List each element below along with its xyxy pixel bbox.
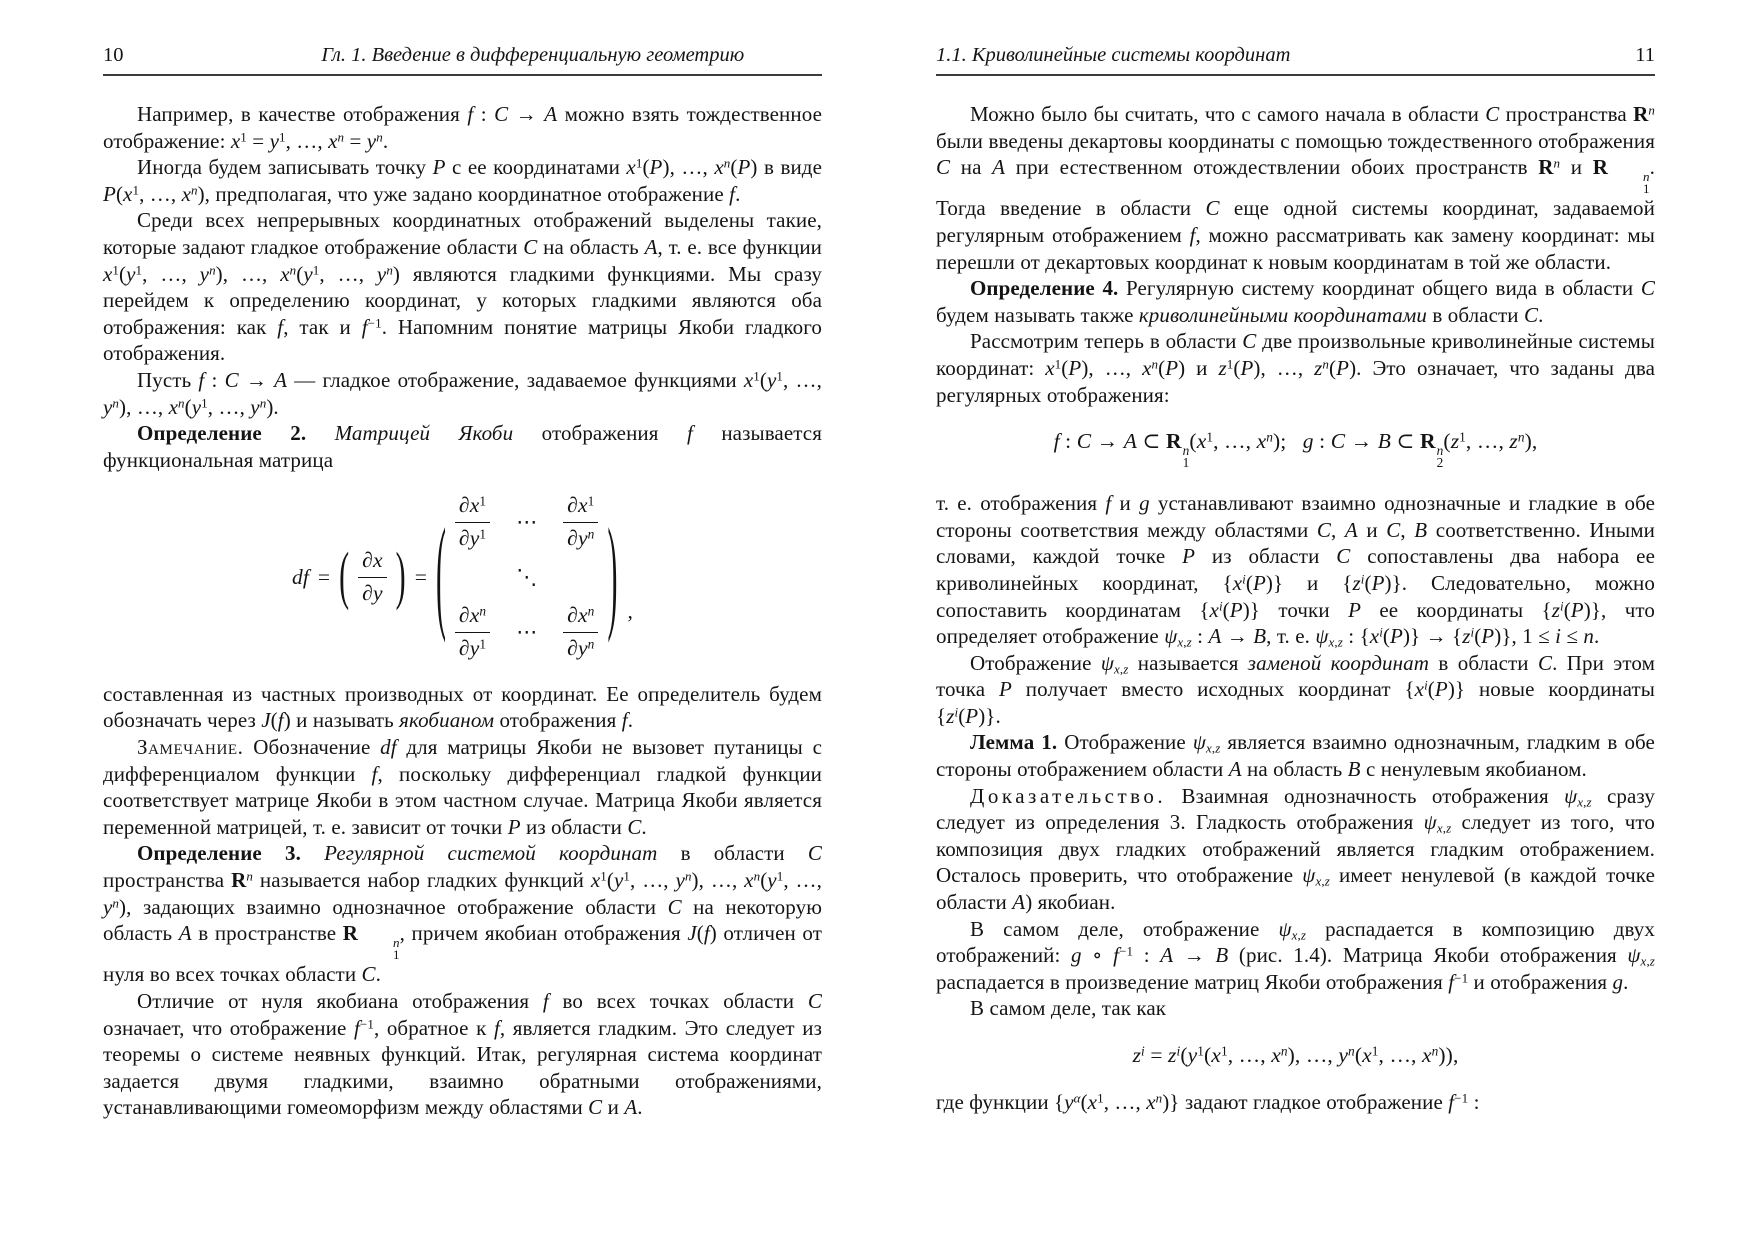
paragraph-group — [103, 681, 822, 1121]
paragraph: Замечание. Обозначение df для матрицы Якоби не вызовет путаницы с дифференциалом функции f, поскольку дифференциал гладкой функции соответствует матрице Якоби в этом частном случае. Матрица Якоби является переменной матрицей, т. е. зависит от точки P из области C. — [103, 734, 822, 839]
paragraph-group — [936, 490, 1655, 1022]
matrix-open-paren: ( — [435, 504, 447, 646]
paragraph: Определение 4. Регулярную систему координат общего вида в области C будем называть также криволинейными координатами в области C. — [936, 276, 1655, 327]
page-number-left: 10 — [103, 44, 124, 66]
paragraph: где функции {$y^\alpha(x^1$, …, $x^n$)} задают гладкое отображение $f^{-1}$ : — [936, 1089, 1480, 1114]
paragraph: Определение 2. Матрицей Якоби отображения f называется функциональная матрица — [103, 421, 822, 472]
running-head-left — [103, 44, 822, 76]
matrix-cell: $\frac{\partial x^1}{\partial y^1}$ — [455, 493, 490, 550]
matrix-cell: $\frac{\partial x^n}{\partial y^n}$ — [563, 603, 598, 660]
trailing-comma: , — [627, 599, 634, 624]
jacobian-matrix — [455, 493, 598, 660]
equals-sign: = — [414, 564, 427, 589]
chapter-title: Гл. 1. Введение в дифференциальную геометрию — [321, 44, 745, 66]
open-paren: ( — [339, 540, 350, 612]
matrix-close-paren: ) — [607, 504, 618, 646]
matrix-cell: $\frac{\partial x^n}{\partial y^1}$ — [455, 603, 490, 660]
page-number-right: 11 — [1635, 44, 1655, 66]
diagonal-dots: ⋱ — [516, 564, 538, 589]
body-text-right — [936, 101, 1655, 1115]
book-page-left — [103, 44, 822, 1121]
paragraph: Пусть f : C → A — гладкое отображение, задаваемое функциями $x^1(y^1$, …, $y^n$), …, $x^n(y^1$, …, $y^n$). — [103, 367, 822, 419]
horizontal-dots: ⋯ — [516, 509, 538, 534]
paragraph-group — [936, 1089, 1655, 1116]
jacobian-matrix-formula — [103, 493, 822, 660]
paragraph: Отличие от нуля якобиана отображения f во всех точках области C означает, что отображение $f^{-1}$, обратное к f, является гладким. Это следует из теоремы о системе неявных функций. Итак, регулярная система координат задается двумя гладкими, взаимно обратными отображениями, устанавливающими гомеоморфизм между областями C и A. — [103, 988, 822, 1120]
matrix-cell: $\frac{\partial x^1}{\partial y^n}$ — [563, 493, 598, 550]
fg-mappings-formula — [936, 428, 1655, 470]
body-text-left — [103, 101, 822, 1121]
horizontal-dots: ⋯ — [516, 619, 538, 644]
paragraph: Можно было бы считать, что с самого начала в области C пространства $R^n$ были введены декартовы координаты с помощью тождественного отображения C на A при естественном отождествлении обоих пространств $R^n$ и R n 1 . Тогда введение в области C еще одной системы координат, задаваемой регулярным отображением f, можно рассматривать как замену координат: мы перешли от декартовых координат к новым координатам в той же области. — [936, 102, 1655, 274]
paragraph-group — [936, 101, 1655, 408]
fraction-dx-dy: $\frac{\partial x}{\partial y}$ — [358, 548, 386, 605]
paragraph: В самом деле, так как — [970, 996, 1167, 1021]
paragraph: В самом деле, отображение $\psi_{x,z}$ распадается в композицию двух отображений: g ∘ $f^{-1}$ : A → B (рис. 1.4). Матрица Якоби отображения $\psi_{x,z}$ распадается в произведение матриц Якоби отображения $f^{-1}$ и отображения g. — [936, 916, 1655, 994]
running-head-right — [936, 44, 1655, 76]
equals-sign: = — [317, 564, 331, 589]
paragraph: т. е. отображения f и g устанавливают взаимно однозначные и гладкие в обе стороны соответствия между областями C, A и C, B соответственно. Иными словами, каждой точке P из области C сопоставлены два набора ее криволинейных координат, $\{x^i(P)\}$ и $\{z^i(P)\}$. Следовательно, можно сопоставить координатам $\{x^i(P)\}$ точки P ее координаты $\{z^i(P)\}$, что определяет отображение $\psi_{x,z}$ : A → B, т. е. $\psi_{x,z}$ : $\{x^i(P)\} \to \{z^i(P)\}$, 1 ≤ i ≤ n. — [936, 491, 1655, 650]
close-paren: ) — [395, 540, 406, 612]
paragraph: составленная из частных производных от координат. Ее определитель будем обозначать через J(f) и называть якобианом отображения f. — [103, 681, 822, 733]
formula-text: f : C → A ⊂ R n 1 ($x^1$, …, $x^n$); g : C → B ⊂ R n 2 ($z^1$, …, $z^n$), — [1053, 429, 1538, 471]
paragraph: Иногда будем записывать точку P с ее координатами $x^1(P)$, …, $x^n(P)$ в виде $P(x^1$, …, $x^n$), предполагая, что уже задано координатное отображение f. — [103, 155, 822, 206]
paragraph: Среди всех непрерывных координатных отображений выделены такие, которые задают гладкое отображение области C на область A, т. е. все функции $x^1(y^1$, …, $y^n$), …, $x^n(y^1$, …, $y^n$) являются гладкими функциями. Мы сразу перейдем к определению координат, у которых гладкими являются оба отображения: как f, так и $f^{-1}$. Напомним понятие матрицы Якоби гладкого отображения. — [103, 208, 823, 366]
section-title: 1.1. Криволинейные системы координат — [936, 44, 1291, 66]
paragraph-group — [103, 101, 822, 473]
paragraph: Рассмотрим теперь в области C две произвольные криволинейные системы координат: $x^1(P)$, …, $x^n(P)$ и $z^1(P)$, …, $z^n(P)$. Это означает, что заданы два регулярных отображения: — [936, 329, 1655, 407]
paragraph: Лемма 1. Отображение $\psi_{x,z}$ является взаимно однозначным, гладким в обе стороны отображением области A на область B с ненулевым якобианом. — [936, 730, 1655, 782]
formula-lhs: df — [291, 564, 309, 589]
formula-text: $z^i = z^i(y^1(x^1$, …, $x^n$), …, $y^n(x^1$, …, $x^n$)), — [1132, 1043, 1459, 1067]
paragraph: Отображение $\psi_{x,z}$ называется заменой координат в области C. При этом точка P получает вместо исходных координат $\{x^i(P)\}$ новые координаты $\{z^i(P)\}$. — [936, 650, 1656, 728]
book-page-right — [936, 44, 1655, 1115]
paragraph: Например, в качестве отображения f : C → A можно взять тождественное отображение: $x^1 = y^1$, …, $x^n = y^n$. — [103, 102, 823, 153]
z-composition-formula — [936, 1042, 1655, 1069]
formula-row — [292, 493, 633, 660]
paragraph: Доказательство. Взаимная однозначность отображения $\psi_{x,z}$ сразу следует из определения 3. Гладкость отображения $\psi_{x,z}$ следует из того, что композиция двух гладких отображений является гладким отображением. Осталось проверить, что отображение $\psi_{x,z}$ имеет ненулевой (в каждой точке области A) якобиан. — [936, 783, 1656, 915]
paragraph: Определение 3. Регулярной системой координат в области C пространства $R^n$ называется набор гладких функций $x^1(y^1$, …, $y^n$), …, $x^n(y^1$, …, $y^n$), задающих взаимно однозначное отображение области C на некоторую область A в пространстве R n 1 , причем якобиан отображения J(f) отличен от нуля во всех точках области C. — [103, 841, 822, 987]
